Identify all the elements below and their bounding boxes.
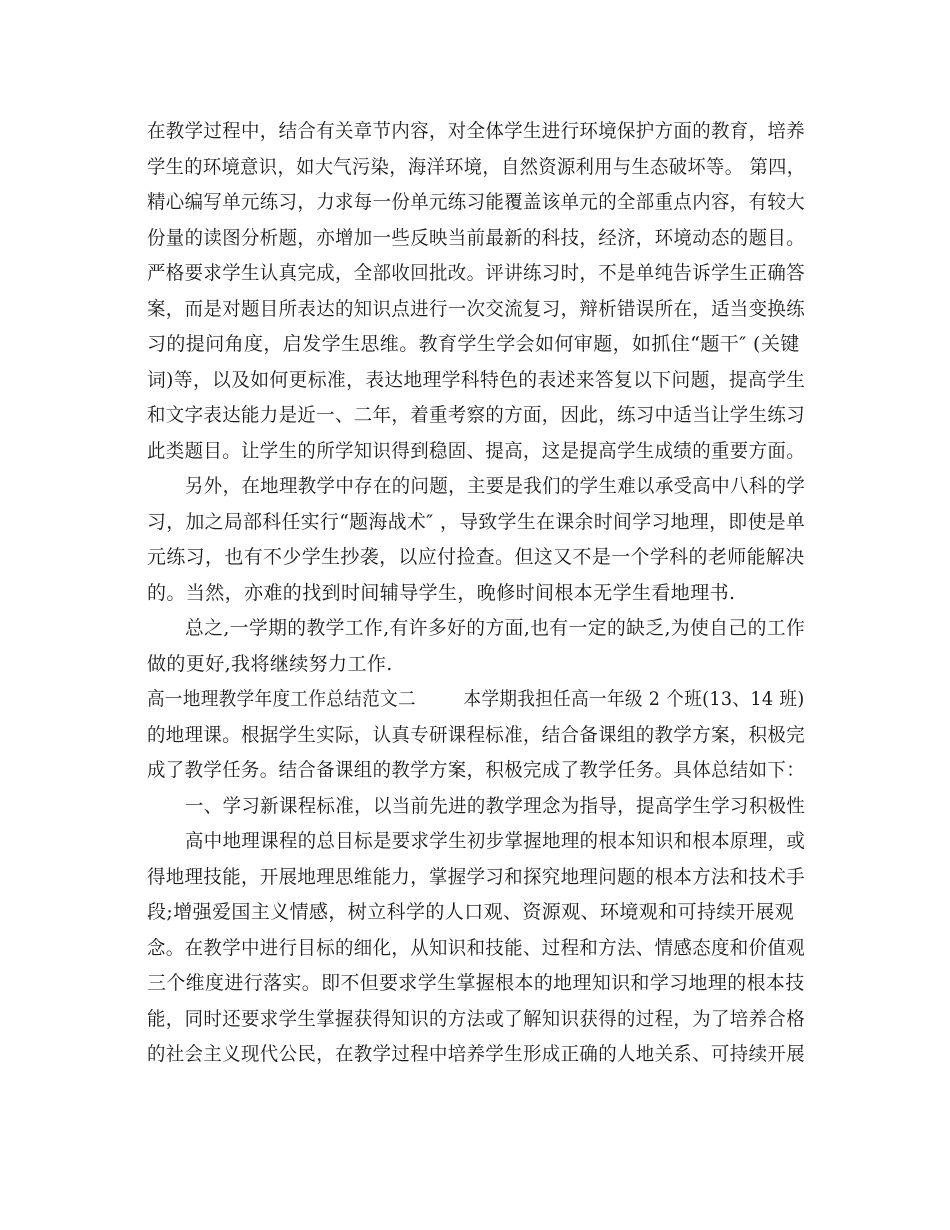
paragraph-line: 份量的读图分析题，亦增加一些反映当前最新的科技，经济，环境动态的题目。 [147, 227, 806, 249]
paragraph-line: 精心编写单元练习，力求每一份单元练习能覆盖该单元的全部重点内容，有较大 [147, 191, 806, 213]
paragraph-line: 的。当然，亦难的找到时间辅导学生，晚修时间根本无学生看地理书. [147, 582, 736, 604]
paragraph-line: 三个维度进行落实。即不但要求学生掌握根本的地理知识和学习地理的根本技 [147, 972, 805, 994]
paragraph-line: 严格要求学生认真完成，全部收回批改。评讲练习时，不是单纯告诉学生正确答 [147, 262, 806, 284]
paragraph-line: 做的更好,我将继续努力工作. [147, 653, 393, 675]
paragraph-line: 高中地理课程的总目标是要求学生初步掌握地理的根本知识和根本原理，或 [185, 830, 806, 852]
paragraph-line: 的社会主义现代公民，在教学过程中培养学生形成正确的人地关系、可持续开展 [147, 1043, 806, 1065]
section-heading-line: 高一地理教学年度工作总结范文二 本学期我担任高一年级 2 个班(13、14 班) [147, 688, 805, 710]
paragraph-line: 的地理课。根据学生实际，认真专研课程标准，结合备课组的教学方案，积极完 [147, 724, 806, 746]
paragraph-line: 总之,一学期的教学工作,有许多好的方面,也有一定的缺乏,为使自己的工作 [185, 617, 806, 639]
paragraph-line: 元练习，也有不少学生抄袭，以应付捡查。但这又不是一个学科的老师能解决 [147, 546, 805, 568]
paragraph-line: 词)等，以及如何更标准，表达地理学科特色的表述来答复以下问题，提高学生 [147, 369, 806, 391]
paragraph-line: 成了教学任务。结合备课组的教学方案，积极完成了教学任务。具体总结如下： [147, 759, 806, 781]
paragraph-line: 和文字表达能力是近一、二年，着重考察的方面，因此，练习中适当让学生练习 [147, 404, 806, 426]
paragraph-line: 段;增强爱国主义情感，树立科学的人口观、资源观、环境观和可持续开展观 [147, 901, 795, 923]
paragraph-line: 念。在教学中进行目标的细化，从知识和技能、过程和方法、情感态度和价值观 [147, 937, 806, 959]
subheading-line: 一、学习新课程标准，以当前先进的教学理念为指导，提高学生学习积极性 [185, 795, 806, 817]
paragraph-line: 习的提问角度，启发学生思维。教育学生学会如何审题，如抓住“题干″ (关键 [147, 333, 800, 355]
paragraph-line: 此类题目。让学生的所学知识得到稳固、提高，这是提高学生成绩的重要方面。 [147, 440, 806, 462]
paragraph-line: 案，而是对题目所表达的知识点进行一次交流复习，辩析错误所在，适当变换练 [147, 298, 806, 320]
paragraph-line: 另外，在地理教学中存在的问题，主要是我们的学生难以承受高中八科的学 [185, 475, 806, 497]
paragraph-line: 得地理技能，开展地理思维能力，掌握学习和探究地理问题的根本方法和技术手 [147, 866, 806, 888]
paragraph-line: 学生的环境意识，如大气污染，海洋环境，自然资源利用与生态破坏等。 第四， [147, 156, 806, 178]
paragraph-line: 习，加之局部科任实行“题海战术″ ，导致学生在课余时间学习地理，即使是单 [147, 511, 806, 533]
paragraph-line: 能，同时还要求学生掌握获得知识的方法或了解知识获得的过程，为了培养合格 [147, 1008, 806, 1030]
paragraph-line: 在教学过程中，结合有关章节内容，对全体学生进行环境保护方面的教育，培养 [147, 120, 806, 142]
